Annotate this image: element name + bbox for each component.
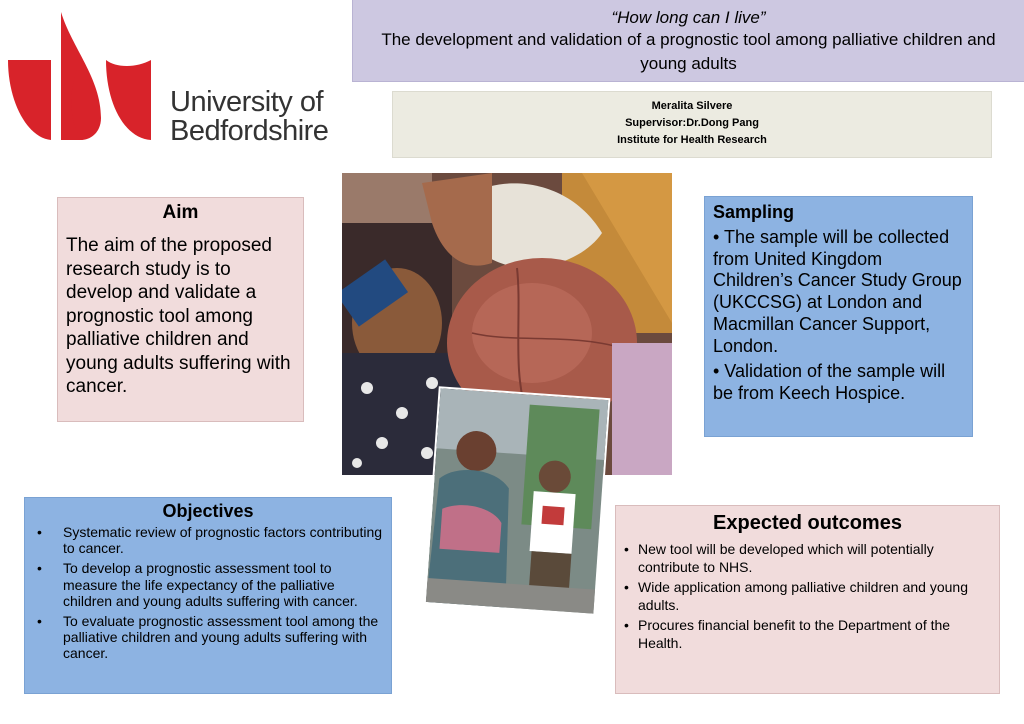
objectives-list bbox=[33, 524, 383, 662]
objective-item bbox=[33, 524, 383, 556]
objective-text: To develop a prognostic assessment tool to measure the life expectancy of the palliative children and young adults suffering with cancer. bbox=[63, 560, 358, 609]
sampling-section bbox=[704, 196, 973, 437]
university-name bbox=[170, 88, 328, 146]
university-logo bbox=[6, 8, 329, 148]
objectives-section bbox=[24, 497, 392, 694]
sampling-point: • Validation of the sample will be from Keech Hospice. bbox=[713, 361, 946, 403]
poster-title: The development and validation of a prognostic tool among palliative children and young adults bbox=[381, 30, 996, 73]
university-name-line2: Bedfordshire bbox=[170, 115, 329, 147]
poster-title-question: “How long can I live” bbox=[611, 8, 766, 27]
outcome-item bbox=[624, 540, 991, 576]
bullet-icon: • bbox=[624, 579, 629, 595]
author-name: Meralita Silvere bbox=[651, 100, 733, 112]
expected-outcomes-section bbox=[615, 505, 1000, 694]
objective-text: Systematic review of prognostic factors contributing to cancer. bbox=[63, 524, 383, 557]
supervisor-name: Supervisor:Dr.Dong Pang bbox=[625, 117, 759, 129]
outcomes-heading: Expected outcomes bbox=[713, 512, 902, 534]
aim-heading: Aim bbox=[162, 202, 199, 223]
outcome-text: New tool will be developed which will potentially contribute to NHS. bbox=[638, 541, 934, 575]
outcome-text: Wide application among palliative children and young adults. bbox=[638, 579, 968, 613]
objective-item bbox=[33, 613, 383, 662]
author-box bbox=[392, 91, 992, 158]
sampling-heading: Sampling bbox=[713, 202, 795, 222]
aim-body: The aim of the proposed research study is to develop and validate a prognostic tool among palliative children and young adults suffering with cancer. bbox=[66, 235, 291, 397]
bullet-icon: • bbox=[37, 613, 42, 630]
family-photo bbox=[431, 392, 609, 618]
institute-name: Institute for Health Research bbox=[617, 134, 767, 146]
poster-title-box bbox=[352, 0, 1024, 82]
objective-item bbox=[33, 560, 383, 609]
bullet-icon: • bbox=[624, 541, 629, 557]
outcome-item bbox=[624, 616, 991, 652]
bullet-icon: • bbox=[37, 560, 42, 577]
objectives-heading: Objectives bbox=[162, 501, 254, 521]
outcome-item bbox=[624, 578, 991, 614]
outcome-text: Procures financial benefit to the Department of the Health. bbox=[638, 617, 951, 651]
bullet-icon: • bbox=[624, 617, 629, 633]
sampling-point: • The sample will be collected from United Kingdom Children’s Cancer Study Group (UKCCSG) at London and Macmillan Cancer Support, London. bbox=[713, 227, 962, 356]
outcomes-list bbox=[624, 540, 991, 652]
university-logo-mark-icon bbox=[6, 8, 156, 148]
objective-text: To evaluate prognostic assessment tool among the palliative children and young adults suffering with cancer. bbox=[63, 613, 379, 662]
aim-section bbox=[57, 197, 304, 422]
bullet-icon: • bbox=[37, 524, 42, 540]
university-name-line1: University of bbox=[170, 86, 324, 118]
